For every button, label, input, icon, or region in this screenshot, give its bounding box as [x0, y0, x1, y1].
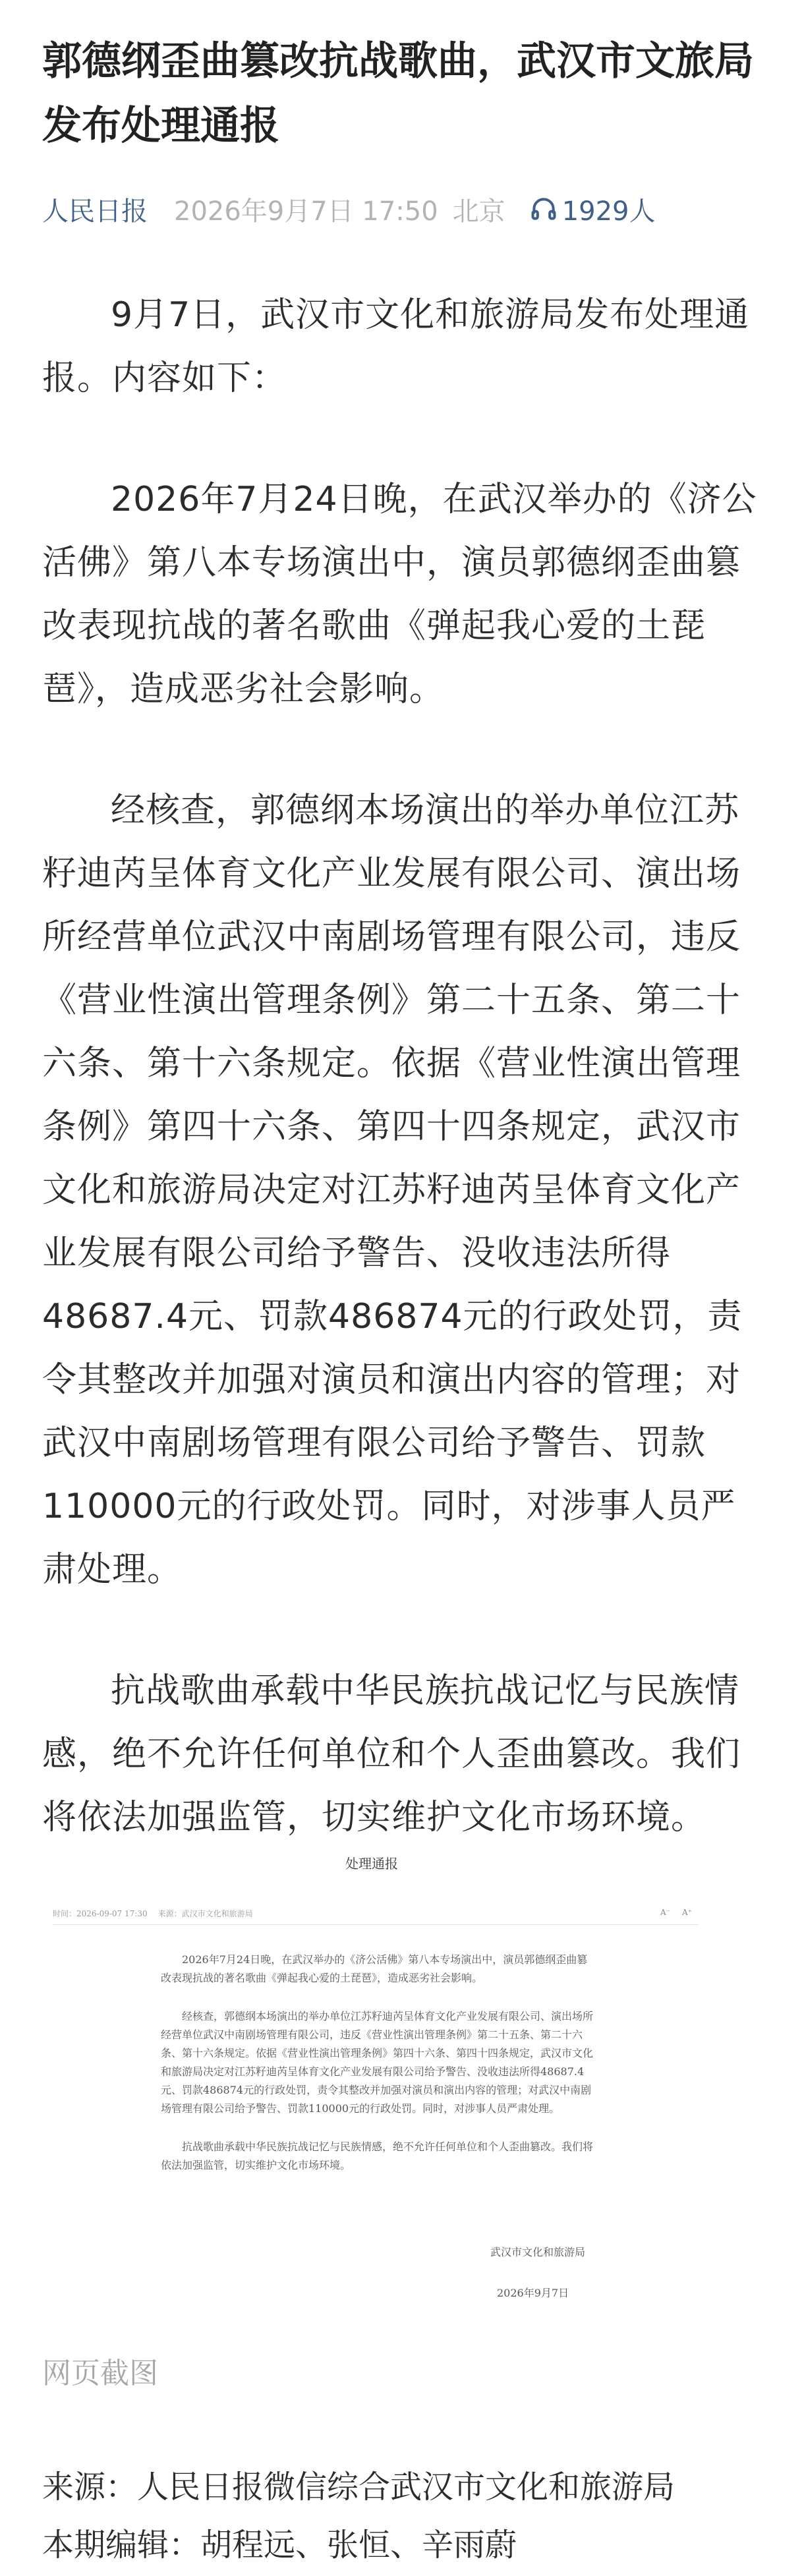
article-meta	[42, 186, 655, 232]
paragraph: 9月7日，武汉市文化和旅游局发布处理通报。内容如下：	[42, 295, 750, 398]
paragraph: 2026年7月24日晚，在武汉举办的《济公活佛》第八本专场演出中，演员郭德纲歪曲篡改表现抗战的著名歌曲《弹起我心爱的土琵琶》，造成恶劣社会影响。	[42, 480, 757, 709]
article-credits	[42, 2458, 780, 2574]
font-smaller-button[interactable]: A⁻	[660, 1908, 670, 1917]
article-title: 郭德纲歪曲篡改抗战歌曲，武汉市文旅局发布处理通报	[42, 38, 754, 149]
image-caption: 网页截图	[42, 2357, 158, 2390]
notice-body	[161, 1951, 596, 2194]
paragraph: 抗战歌曲承载中华民族抗战记忆与民族情感，绝不允许任何单位和个人歪曲篡改。我们将依法加强监管，切实维护文化市场环境。	[42, 1671, 741, 1837]
notice-signature: 武汉市文化和旅游局	[490, 2246, 586, 2258]
notice-paragraph: 2026年7月24日晚，在武汉举办的《济公活佛》第八本专场演出中，演员郭德纲歪曲篡改表现抗战的著名歌曲《弹起我心爱的土琵琶》，造成恶劣社会影响。	[161, 1953, 588, 1984]
divider	[53, 1924, 699, 1925]
notice-paragraph: 经核查，郭德纲本场演出的举办单位江苏籽迪芮呈体育文化产业发展有限公司、演出场所经营单位武汉中南剧场管理有限公司，违反《营业性演出管理条例》第二十五条、第二十六条、第十六条规定。依据《营业性演出管理条例》第四十六条、第四十四条规定，武汉市文化和旅游局决定对江苏籽迪芮呈体育文化产业发展有限公司给予警告、没收违法所得48687.4元、罚款486874元的行政处罚，责令其整改并加强对演员和演出内容的管理；对武汉中南剧场管理有限公司给予警告、罚款110000元的行政处罚。同时，对涉事人员严肃处理。	[161, 2010, 594, 2115]
notice-sign-date: 2026年9月7日	[497, 2287, 569, 2299]
article-body	[42, 283, 767, 1907]
listener-count: 1929人	[561, 196, 656, 227]
source-link[interactable]: 人民日报	[42, 196, 148, 227]
headphones-icon	[529, 194, 558, 223]
notice-title: 处理通报	[345, 1856, 398, 1872]
notice-screenshot[interactable]	[42, 1839, 701, 2333]
editor-credit: 本期编辑：胡程远、张恒、辛雨蔚	[42, 2527, 517, 2563]
font-larger-button[interactable]: A⁺	[682, 1908, 692, 1917]
notice-meta	[53, 1908, 692, 1919]
location: 北京	[452, 196, 505, 227]
notice-paragraph: 抗战歌曲承载中华民族抗战记忆与民族情感，绝不允许任何单位和个人歪曲篡改。我们将依法加强监管，切实维护文化市场环境。	[161, 2140, 594, 2171]
source-credit: 来源：人民日报微信综合武汉市文化和旅游局	[42, 2469, 675, 2505]
publish-date: 2026年9月7日 17:50	[174, 196, 438, 227]
paragraph: 经核查，郭德纲本场演出的举办单位江苏籽迪芮呈体育文化产业发展有限公司、演出场所经营单位武汉中南剧场管理有限公司，违反《营业性演出管理条例》第二十五条、第二十六条、第十六条规定。依据《营业性演出管理条例》第四十六条、第四十四条规定，武汉市文化和旅游局决定对江苏籽迪芮呈体育文化产业发展有限公司给予警告、没收违法所得48687.4元、罚款486874元的行政处罚，责令其整改并加强对演员和演出内容的管理；对武汉中南剧场管理有限公司给予警告、罚款110000元的行政处罚。同时，对涉事人员严肃处理。	[42, 791, 743, 1589]
notice-source: 来源：武汉市文化和旅游局	[158, 1909, 253, 1918]
notice-date: 时间：2026-09-07 17:30	[53, 1909, 148, 1918]
listen-button[interactable]	[529, 190, 656, 228]
font-size-tools	[660, 1908, 692, 1919]
